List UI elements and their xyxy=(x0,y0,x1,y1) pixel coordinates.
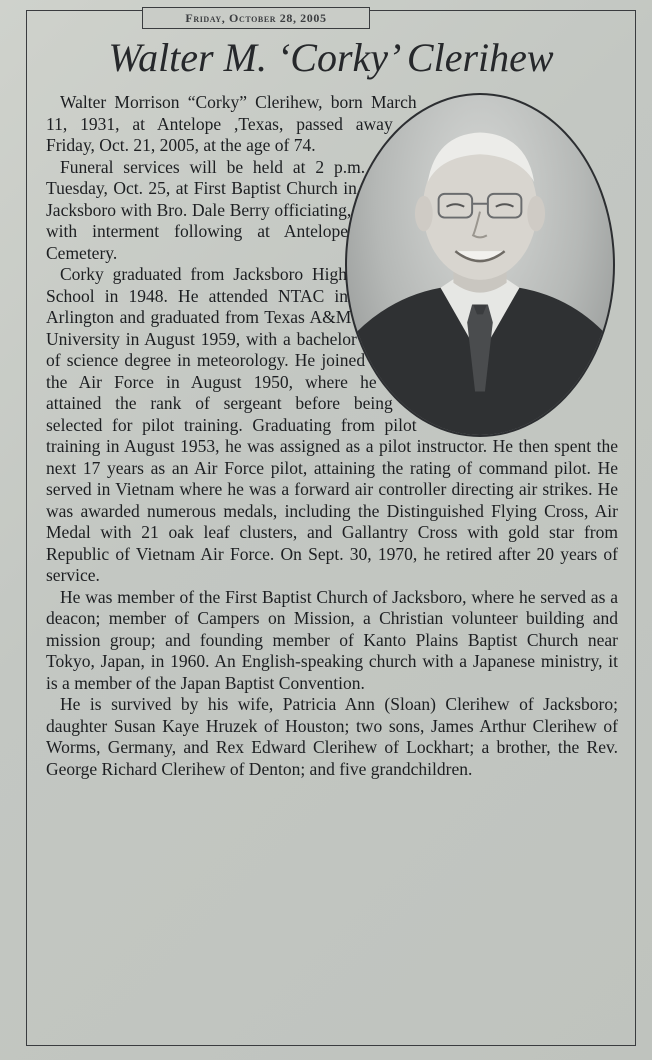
article-paragraph: He was member of the First Baptist Church of Jacksboro, where he served as a deacon; member of Campers on Mission, a Christian volunteer building and mission group; and founding member of Kanto Plains Baptist Church near Tokyo, Japan, in 1960. An English-speaking church with a Japanese ministry, it is a member of the Japan Baptist Convention. xyxy=(46,586,618,693)
headline: Walter M. ‘Corky’ Clerihew xyxy=(108,35,554,80)
article-paragraph: Funeral services will be held at 2 p.m. Tuesday, Oct. 25, at First Baptist Church in Jacksboro with Bro. Dale Berry officiating, with interment following at Antelope Cemetery. xyxy=(46,156,366,263)
article-body xyxy=(46,92,618,780)
article-paragraph: He is survived by his wife, Patricia Ann (Sloan) Clerihew of Jacksboro; daughter Susan Kaye Hruzek of Houston; two sons, James Arthur Clerihew of Worms, Germany, and Rex Edward Clerihew of Lockhart; a brother, the Rev. George Richard Clerihew of Denton; and five grandchildren. xyxy=(46,694,618,779)
article-paragraph: Corky graduated from Jacksboro High School in 1948. He attended NTAC in Arlington and graduated from Texas A&M University in August 1959, with a bachelor of science degree in meteorology. He joined the Air Force in August 1950, where he attained the rank of sergeant before being selected for pilot training. Graduating from pilot training in August 1953, he was assigned as a pilot instructor. He then spent the next 17 years as an Air Force pilot, attaining the rating of command pilot. He served in Vietnam where he was a forward air controller directing air strikes. He was awarded numerous medals, including the Distinguished Flying Cross, Air Medal with 21 oak leaf clusters, and Gallantry Cross with gold star from Republic of Vietnam Air Force. On Sept. 30, 1970, he retired after 20 years of service. xyxy=(46,264,618,585)
article-paragraph: Walter Morrison “Corky” Clerihew, born March 11, 1931, at Antelope ,Texas, passed away Friday, Oct. 21, 2005, at the age of 74. xyxy=(46,92,417,155)
dateline: Friday, October 28, 2005 xyxy=(142,7,370,29)
